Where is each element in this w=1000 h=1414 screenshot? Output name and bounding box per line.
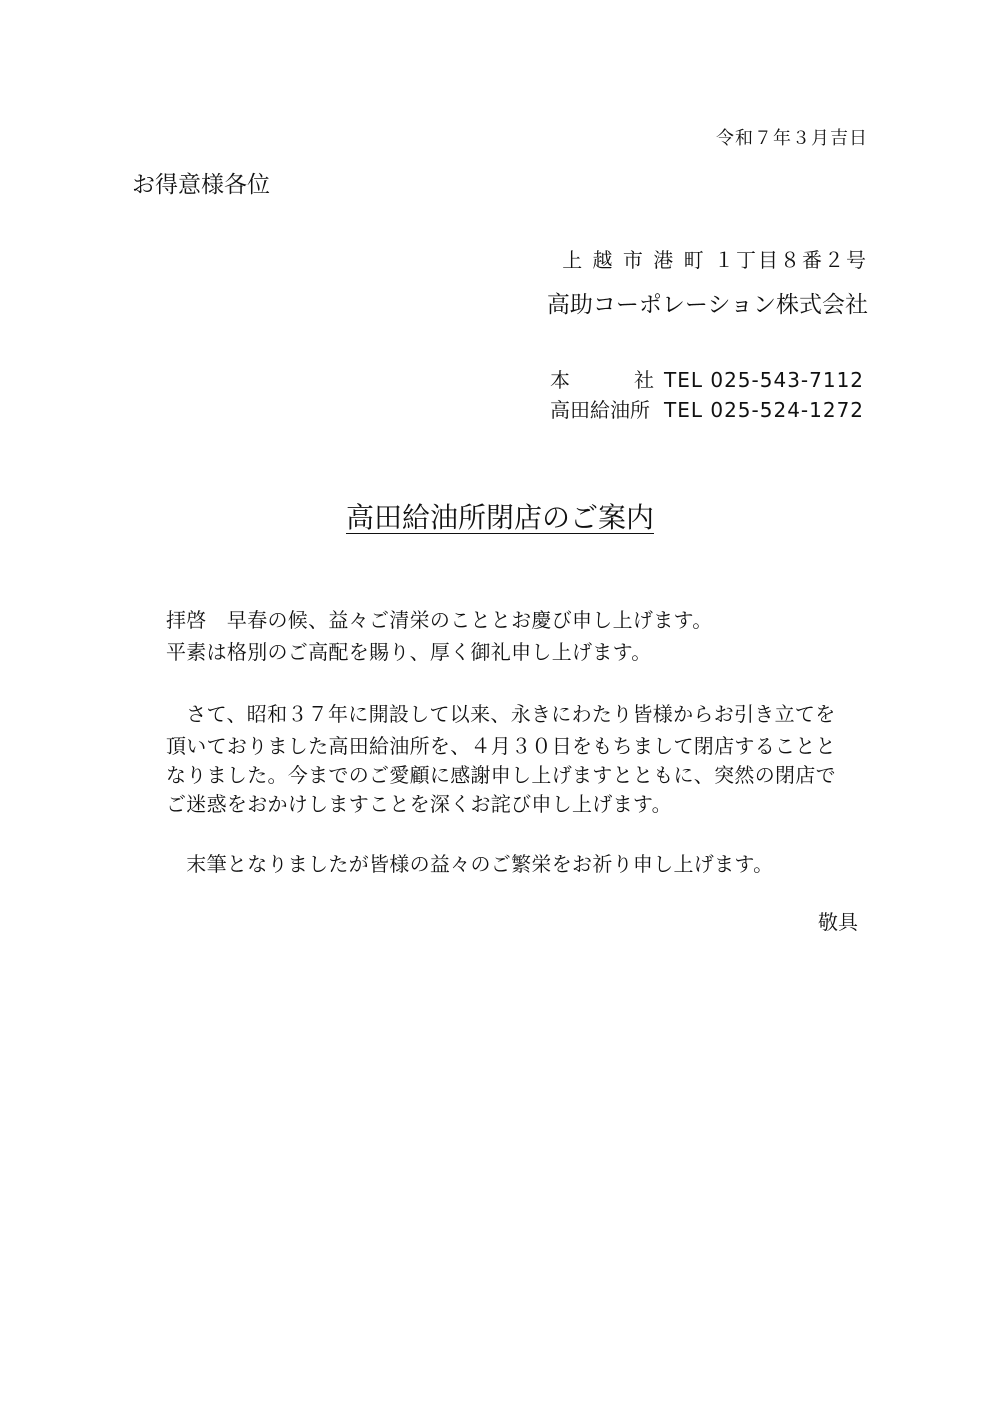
body-line: 頂いておりました高田給油所を、４月３０日をもちまして閉店することと [166, 734, 836, 758]
body-line: なりました。今までのご愛顧に感謝申し上げますとともに、突然の閉店で [166, 763, 836, 787]
letter-title-text: 高田給油所閉店のご案内 [345, 501, 654, 534]
recipient: お得意様各位 [132, 172, 270, 198]
body-line: 拝啓 早春の候、益々ご清栄のこととお慶び申し上げます。 [166, 608, 713, 632]
contact-label: 本 社 [550, 368, 654, 392]
contact-label: 高田給油所 [550, 398, 650, 422]
contact-tel: TEL 025-543-7112 [664, 368, 865, 392]
contact-station [550, 394, 864, 423]
body-line: 平素は格別のご高配を賜り、厚く御礼申し上げます。 [166, 640, 652, 664]
closing-word: 敬具 [818, 910, 858, 934]
body-line: ご迷惑をおかけしますことを深くお詫び申し上げます。 [166, 792, 672, 816]
body-line: さて、昭和３７年に開設して以来、永きにわたり皆様からお引き立てを [166, 702, 836, 726]
sender-company: 高助コーポレーション株式会社 [546, 292, 868, 318]
body-line: 末筆となりましたが皆様の益々のご繁栄をお祈り申し上げます。 [166, 852, 774, 876]
sender-address: 上 越 市 港 町 １丁目８番２号 [562, 248, 868, 272]
letter-title [0, 496, 1000, 536]
letter-date: 令和７年３月吉日 [716, 128, 868, 149]
contact-tel: TEL 025-524-1272 [664, 398, 865, 422]
contact-head-office [550, 364, 864, 393]
